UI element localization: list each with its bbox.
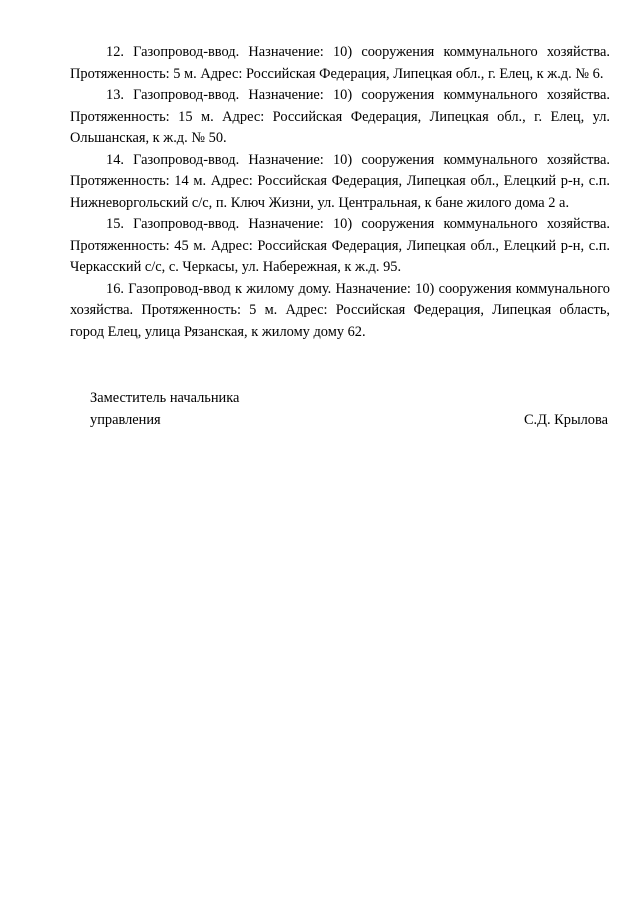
list-item-12: 12. Газопровод-ввод. Назначение: 10) сооружения коммунального хозяйства. Протяженность: 5 м. Адрес: Российская Федерация, Липецкая обл., г. Елец, к ж.д. № 6. (70, 44, 610, 82)
list-item-16: 16. Газопровод-ввод к жилому дому. Назначение: 10) сооружения коммунального хозяйства. Протяженность: 5 м. Адрес: Российская Федерация, Липецкая область, город Елец, улица Рязанская, к жилому дому 62. (70, 280, 610, 340)
list-item-14: 14. Газопровод-ввод. Назначение: 10) сооружения коммунального хозяйства. Протяженность: 14 м. Адрес: Российская Федерация, Липецкая обл., Елецкий р-н, с.п. Нижневоргольский с/с, п. Ключ Жизни, ул. Центральная, к бане жилого дома 2 а. (70, 151, 610, 211)
list-item-13: 13. Газопровод-ввод. Назначение: 10) сооружения коммунального хозяйства. Протяженность: 15 м. Адрес: Российская Федерация, Липецкая обл., г. Елец, ул. Ольшанская, к ж.д. № 50. (70, 87, 610, 146)
signer-position-line2: управления (90, 412, 161, 428)
signer-position-line1: Заместитель начальника (90, 390, 240, 406)
list-item-15: 15. Газопровод-ввод. Назначение: 10) сооружения коммунального хозяйства. Протяженность: 45 м. Адрес: Российская Федерация, Липецкая обл., Елецкий р-н, с.п. Черкасский с/с, с. Черкасы, ул. Набережная, к ж.д. 95. (70, 216, 610, 275)
signer-name: С.Д. Крылова (523, 412, 608, 428)
signature-line (90, 409, 608, 431)
signature-block (90, 387, 608, 431)
document-body (70, 42, 610, 343)
